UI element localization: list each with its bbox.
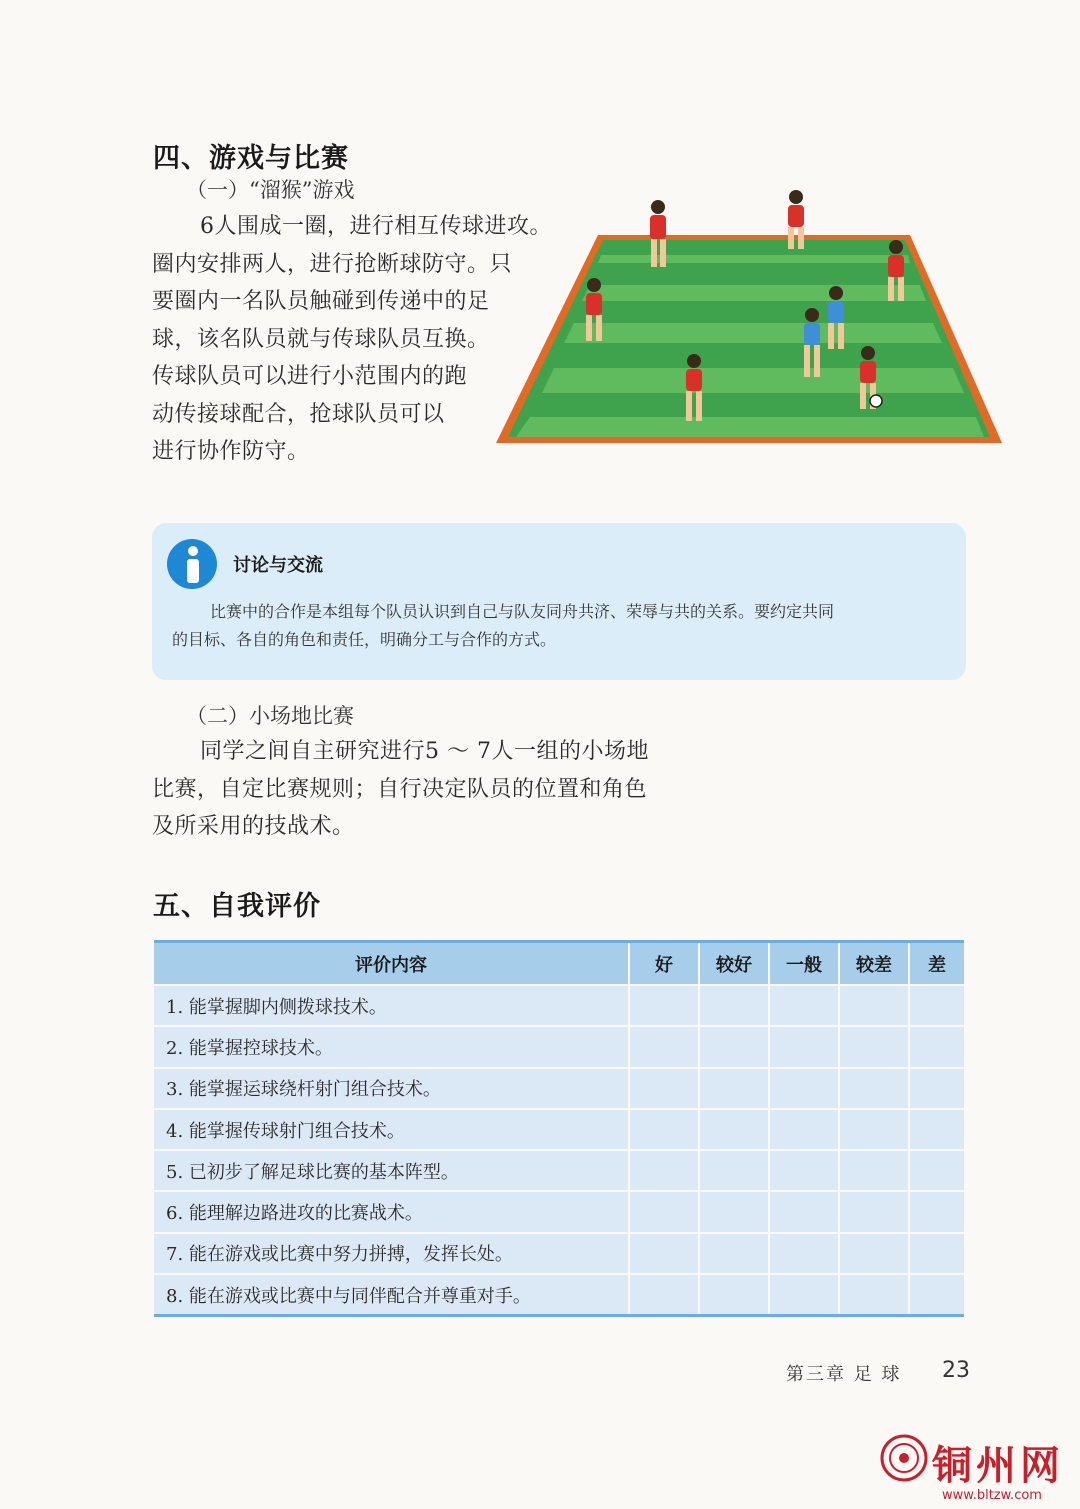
watermark-seal-icon <box>880 1434 928 1482</box>
self-evaluation-table <box>154 940 964 1317</box>
section-heading-games: 四、游戏与比赛 <box>153 143 349 174</box>
text-line: 比赛，自定比赛规则；自行决定队员的位置和角色 <box>152 776 648 802</box>
soccer-ball <box>870 395 882 407</box>
rating-cell[interactable] <box>629 1068 699 1109</box>
rating-cell[interactable] <box>839 1109 909 1150</box>
rating-cell[interactable] <box>769 1274 839 1316</box>
rating-cell[interactable] <box>769 1191 839 1232</box>
rating-cell[interactable] <box>629 1233 699 1274</box>
rating-cell[interactable] <box>909 1026 964 1067</box>
rating-cell[interactable] <box>909 1233 964 1274</box>
evaluation-item: 8. 能在游戏或比赛中与同伴配合并尊重对手。 <box>154 1274 629 1316</box>
table-row <box>154 1191 964 1232</box>
rating-cell[interactable] <box>769 1233 839 1274</box>
evaluation-item: 4. 能掌握传球射门组合技术。 <box>154 1109 629 1150</box>
rating-cell[interactable] <box>629 985 699 1026</box>
rating-cell[interactable] <box>629 1109 699 1150</box>
text-line: 同学之间自主研究进行5 ～ 7人一组的小场地 <box>200 739 649 764</box>
rating-cell[interactable] <box>699 1150 769 1191</box>
rating-cell[interactable] <box>909 985 964 1026</box>
column-header: 评价内容 <box>154 942 629 986</box>
rating-cell[interactable] <box>699 1026 769 1067</box>
rating-cell[interactable] <box>629 1150 699 1191</box>
rating-cell[interactable] <box>629 1191 699 1232</box>
discussion-text <box>172 598 952 654</box>
evaluation-item: 6. 能理解边路进攻的比赛战术。 <box>154 1191 629 1232</box>
text-line: 要圈内一名队员触碰到传递中的足 <box>152 289 490 314</box>
table-row <box>154 1150 964 1191</box>
evaluation-item: 1. 能掌握脚内侧拨球技术。 <box>154 985 629 1026</box>
rating-cell[interactable] <box>699 1191 769 1232</box>
table-row <box>154 1233 964 1274</box>
subsection-title-monkey-game: （一）“溜猴”游戏 <box>186 178 355 202</box>
text-line: 的目标、各自的角色和责任，明确分工与合作的方式。 <box>172 630 557 649</box>
rating-cell[interactable] <box>699 985 769 1026</box>
soccer-pitch-illustration <box>490 185 1010 450</box>
rating-cell[interactable] <box>769 1068 839 1109</box>
rating-cell[interactable] <box>769 1026 839 1067</box>
text-line: 动传接球配合，抢球队员可以 <box>152 401 445 427</box>
text-line: 球，该名队员就与传球队员互换。 <box>152 326 490 352</box>
rating-cell[interactable] <box>769 985 839 1026</box>
table-row <box>154 1109 964 1150</box>
rating-cell[interactable] <box>839 1274 909 1316</box>
rating-cell[interactable] <box>909 1274 964 1316</box>
table-row <box>154 1274 964 1316</box>
text-line: 6人围成一圈，进行相互传球进攻。 <box>200 214 552 239</box>
text-line: 比赛中的合作是本组每个队员认识到自己与队友同舟共济、荣辱与共的关系。要约定共同 <box>210 602 835 621</box>
rating-cell[interactable] <box>629 1274 699 1316</box>
column-header: 一般 <box>769 942 839 986</box>
column-header: 较好 <box>699 942 769 986</box>
rating-cell[interactable] <box>839 1191 909 1232</box>
rating-cell[interactable] <box>699 1233 769 1274</box>
rating-cell[interactable] <box>839 1068 909 1109</box>
evaluation-item: 3. 能掌握运球绕杆射门组合技术。 <box>154 1068 629 1109</box>
rating-cell[interactable] <box>839 1150 909 1191</box>
rating-cell[interactable] <box>839 985 909 1026</box>
column-header: 较差 <box>839 942 909 986</box>
rating-cell[interactable] <box>909 1191 964 1232</box>
evaluation-item: 7. 能在游戏或比赛中努力拼搏，发挥长处。 <box>154 1233 629 1274</box>
footer-chapter: 第三章 足 球 <box>786 1364 902 1385</box>
page-number: 23 <box>942 1358 970 1383</box>
rating-cell[interactable] <box>839 1026 909 1067</box>
table-row <box>154 1068 964 1109</box>
info-icon <box>166 538 218 590</box>
evaluation-item: 2. 能掌握控球技术。 <box>154 1026 629 1067</box>
discussion-title: 讨论与交流 <box>233 555 323 576</box>
text-line: 传球队员可以进行小范围内的跑 <box>152 364 468 389</box>
table-row <box>154 985 964 1026</box>
rating-cell[interactable] <box>909 1150 964 1191</box>
text-line: 及所采用的技战术。 <box>152 814 355 839</box>
column-header: 差 <box>909 942 964 986</box>
table-header-row <box>154 942 964 986</box>
rating-cell[interactable] <box>769 1109 839 1150</box>
rating-cell[interactable] <box>699 1274 769 1316</box>
section-heading-self-evaluation: 五、自我评价 <box>153 891 321 922</box>
small-field-description <box>152 733 649 846</box>
watermark-site-name: 铜州网 <box>932 1442 1064 1489</box>
rating-cell[interactable] <box>909 1109 964 1150</box>
evaluation-item: 5. 已初步了解足球比赛的基本阵型。 <box>154 1150 629 1191</box>
rating-cell[interactable] <box>629 1026 699 1067</box>
rating-cell[interactable] <box>909 1068 964 1109</box>
subsection-title-small-field: （二）小场地比赛 <box>186 704 354 728</box>
rating-cell[interactable] <box>839 1233 909 1274</box>
column-header: 好 <box>629 942 699 986</box>
table-row <box>154 1026 964 1067</box>
rating-cell[interactable] <box>769 1150 839 1191</box>
rating-cell[interactable] <box>699 1068 769 1109</box>
text-line: 圈内安排两人，进行抢断球防守。只 <box>152 251 513 277</box>
watermark-url: www.bltzw.com <box>942 1488 1042 1503</box>
text-line: 进行协作防守。 <box>152 439 310 464</box>
rating-cell[interactable] <box>699 1109 769 1150</box>
